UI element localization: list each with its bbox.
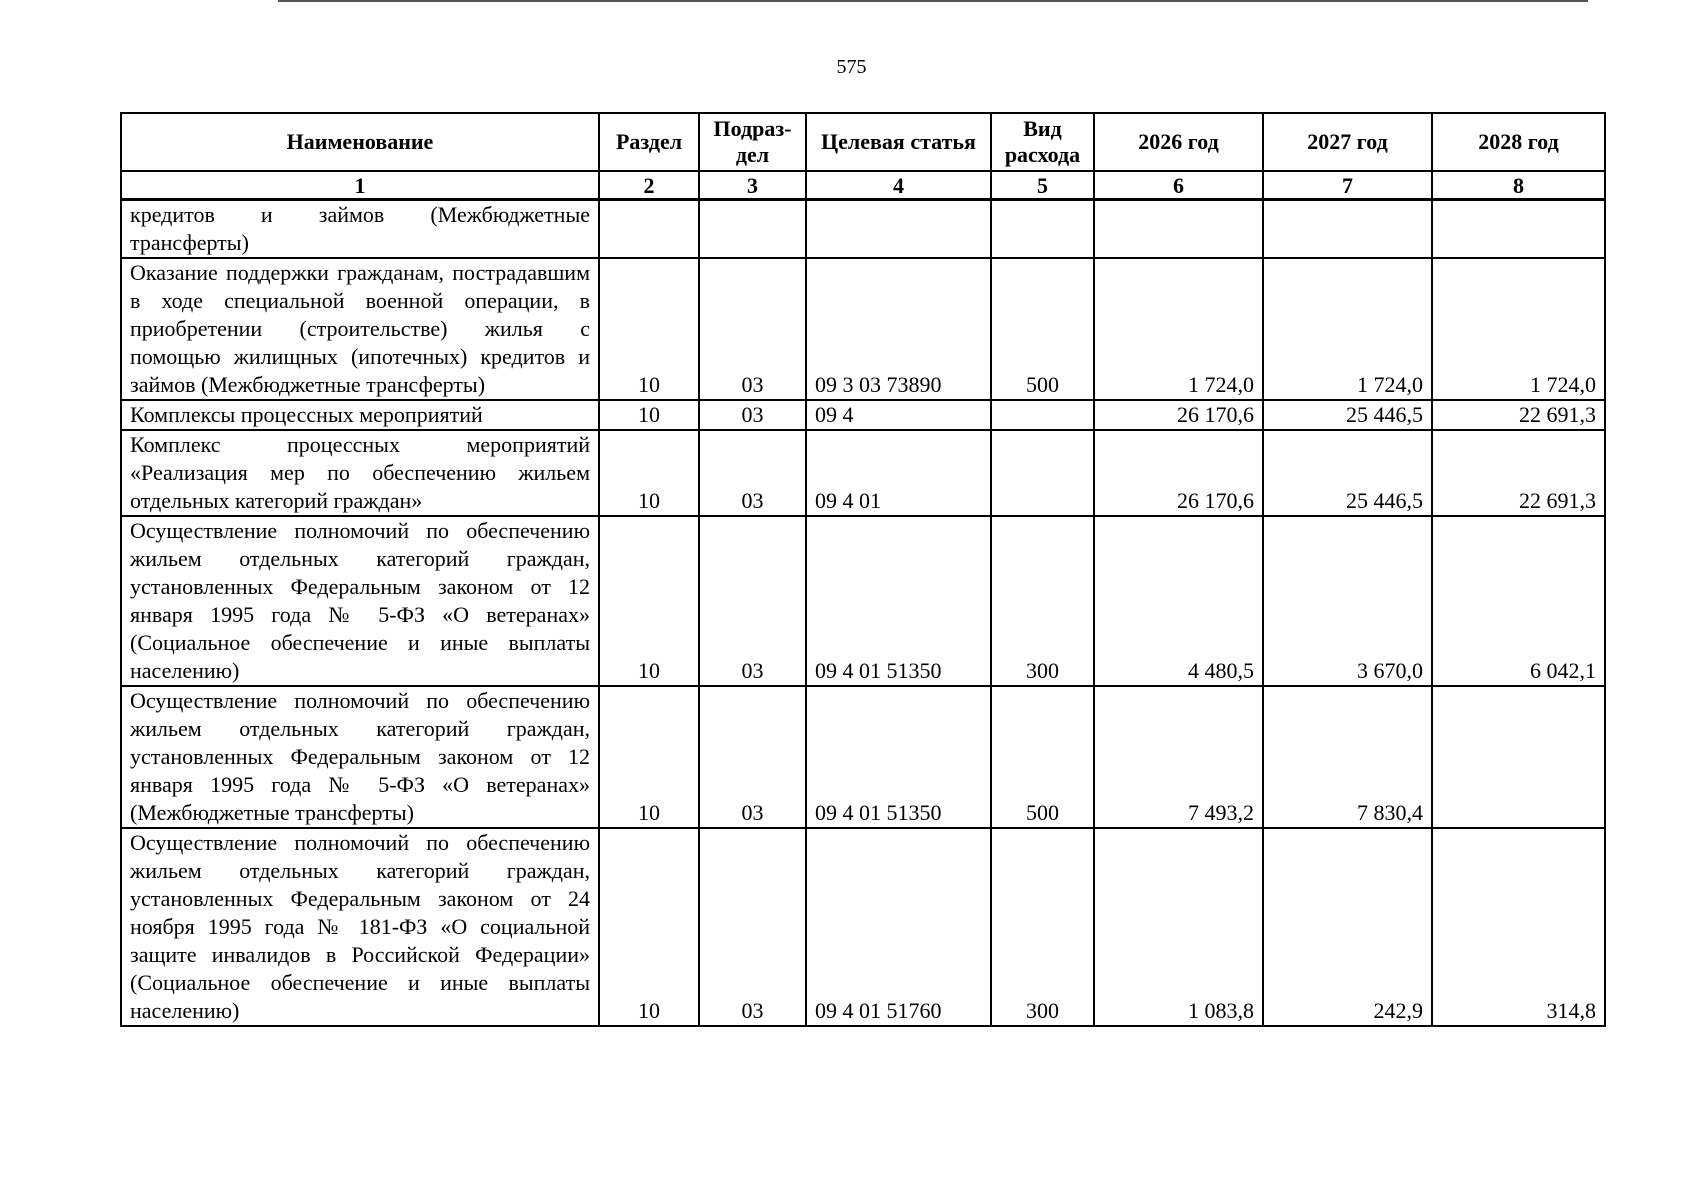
row-section: 10 bbox=[599, 686, 699, 828]
row-2026: 1 724,0 bbox=[1094, 258, 1263, 400]
header-2027: 2027 год bbox=[1263, 113, 1432, 171]
row-expense-type: 500 bbox=[991, 686, 1094, 828]
table-row bbox=[121, 516, 1605, 686]
table-row bbox=[121, 258, 1605, 400]
header-2026: 2026 год bbox=[1094, 113, 1263, 171]
column-number: 1 bbox=[121, 171, 599, 200]
row-2026 bbox=[1094, 200, 1263, 259]
row-name: Осуществление полномочий по обеспечению жильем отдельных категорий граждан, установленных Федеральным законом от 12 января 1995 года № 5-ФЗ «О ветеранах» (Межбюджетные трансферты) bbox=[121, 686, 599, 828]
column-number: 2 bbox=[599, 171, 699, 200]
column-number: 8 bbox=[1432, 171, 1605, 200]
row-2028 bbox=[1432, 686, 1605, 828]
column-number: 5 bbox=[991, 171, 1094, 200]
row-section: 10 bbox=[599, 258, 699, 400]
row-section: 10 bbox=[599, 828, 699, 1026]
row-name: Комплекс процессных мероприятий «Реализация мер по обеспечению жильем отдельных категорий граждан» bbox=[121, 430, 599, 516]
row-subsection bbox=[699, 200, 806, 259]
row-2027: 25 446,5 bbox=[1263, 400, 1432, 430]
row-article: 09 3 03 73890 bbox=[806, 258, 991, 400]
row-subsection: 03 bbox=[699, 400, 806, 430]
page-number: 575 bbox=[836, 56, 867, 78]
row-2028: 6 042,1 bbox=[1432, 516, 1605, 686]
row-2026: 4 480,5 bbox=[1094, 516, 1263, 686]
header-name: Наименование bbox=[121, 113, 599, 171]
row-subsection: 03 bbox=[699, 686, 806, 828]
column-number: 4 bbox=[806, 171, 991, 200]
row-2028: 314,8 bbox=[1432, 828, 1605, 1026]
row-subsection: 03 bbox=[699, 828, 806, 1026]
row-2028: 1 724,0 bbox=[1432, 258, 1605, 400]
row-2026: 7 493,2 bbox=[1094, 686, 1263, 828]
column-number: 3 bbox=[699, 171, 806, 200]
column-numbers-row bbox=[121, 171, 1605, 200]
row-2028: 22 691,3 bbox=[1432, 430, 1605, 516]
top-rule bbox=[278, 0, 1588, 2]
row-article: 09 4 01 51760 bbox=[806, 828, 991, 1026]
row-section bbox=[599, 200, 699, 259]
row-2027: 1 724,0 bbox=[1263, 258, 1432, 400]
row-expense-type: 300 bbox=[991, 516, 1094, 686]
table-row bbox=[121, 400, 1605, 430]
row-subsection: 03 bbox=[699, 430, 806, 516]
row-section: 10 bbox=[599, 400, 699, 430]
row-section: 10 bbox=[599, 516, 699, 686]
row-2027: 7 830,4 bbox=[1263, 686, 1432, 828]
row-article: 09 4 bbox=[806, 400, 991, 430]
table-row bbox=[121, 200, 1605, 259]
row-2027: 25 446,5 bbox=[1263, 430, 1432, 516]
row-subsection: 03 bbox=[699, 516, 806, 686]
header-row bbox=[121, 113, 1605, 171]
table-row bbox=[121, 828, 1605, 1026]
column-number: 6 bbox=[1094, 171, 1263, 200]
row-subsection: 03 bbox=[699, 258, 806, 400]
table-row bbox=[121, 430, 1605, 516]
row-section: 10 bbox=[599, 430, 699, 516]
row-name: кредитов и займов (Межбюджетные трансферты) bbox=[121, 200, 599, 259]
row-expense-type bbox=[991, 200, 1094, 259]
row-expense-type: 500 bbox=[991, 258, 1094, 400]
row-2026: 1 083,8 bbox=[1094, 828, 1263, 1026]
header-section: Раздел bbox=[599, 113, 699, 171]
header-subsection: Подраз-дел bbox=[699, 113, 806, 171]
row-2028 bbox=[1432, 200, 1605, 259]
header-expense-type: Вид расхода bbox=[991, 113, 1094, 171]
row-2027: 242,9 bbox=[1263, 828, 1432, 1026]
row-2027 bbox=[1263, 200, 1432, 259]
row-name: Оказание поддержки гражданам, пострадавшим в ходе специальной военной операции, в приобретении (строительстве) жилья с помощью жилищных (ипотечных) кредитов и займов (Межбюджетные трансферты) bbox=[121, 258, 599, 400]
row-article: 09 4 01 51350 bbox=[806, 516, 991, 686]
row-expense-type bbox=[991, 430, 1094, 516]
row-expense-type: 300 bbox=[991, 828, 1094, 1026]
row-name: Комплексы процессных мероприятий bbox=[121, 400, 599, 430]
row-expense-type bbox=[991, 400, 1094, 430]
row-2026: 26 170,6 bbox=[1094, 400, 1263, 430]
row-name: Осуществление полномочий по обеспечению жильем отдельных категорий граждан, установленных Федеральным законом от 24 ноября 1995 года № 181-ФЗ «О социальной защите инвалидов в Российской Федерации» (Социальное обеспечение и иные выплаты населению) bbox=[121, 828, 599, 1026]
row-article bbox=[806, 200, 991, 259]
row-article: 09 4 01 51350 bbox=[806, 686, 991, 828]
row-name: Осуществление полномочий по обеспечению жильем отдельных категорий граждан, установленных Федеральным законом от 12 января 1995 года № 5-ФЗ «О ветеранах» (Социальное обеспечение и иные выплаты населению) bbox=[121, 516, 599, 686]
column-number: 7 bbox=[1263, 171, 1432, 200]
row-article: 09 4 01 bbox=[806, 430, 991, 516]
header-2028: 2028 год bbox=[1432, 113, 1605, 171]
row-2026: 26 170,6 bbox=[1094, 430, 1263, 516]
row-2027: 3 670,0 bbox=[1263, 516, 1432, 686]
header-target-article: Целевая статья bbox=[806, 113, 991, 171]
table-row bbox=[121, 686, 1605, 828]
row-2028: 22 691,3 bbox=[1432, 400, 1605, 430]
budget-table bbox=[120, 112, 1606, 1027]
